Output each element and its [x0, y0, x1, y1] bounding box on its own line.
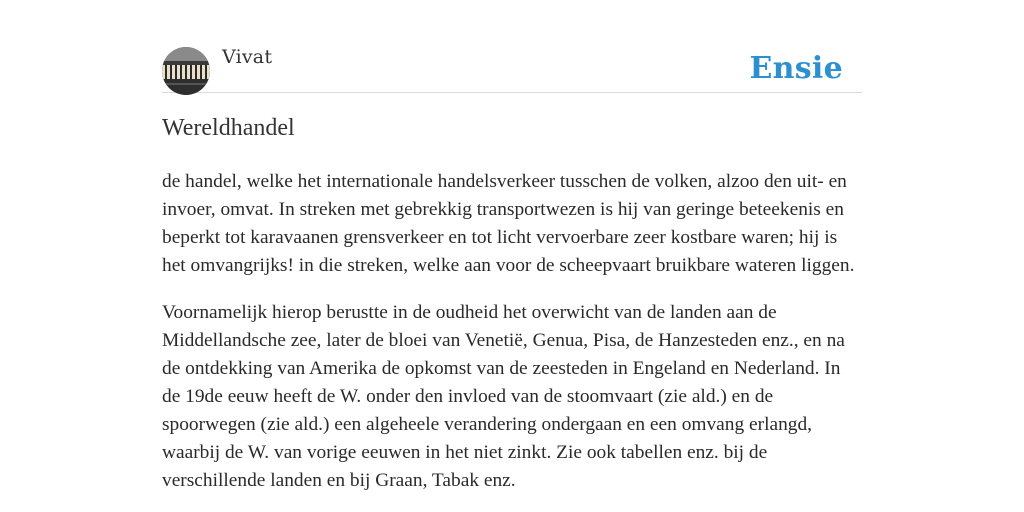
article-paragraph-2: Voornamelijk hierop berustte in de oudheid het overwicht van de landen aan de Middellandsche zee, later de bloei van Venetië, Genua, Pisa, de Hanzesteden enz., en na de ontdekking van Amerika de opkomst van de zeesteden in Engeland en Nederland. In de 19de eeuw heeft de W. onder den invloed van de stoomvaart (zie ald.) en de spoorwegen (zie ald.) een algeheele verandering ondergaan en een omvang erlangd, waarbij de W. van vorige eeuwen in het niet zinkt. Zie ook tabellen enz. bij de verschillende landen en bij Graan, Tabak enz. [162, 302, 845, 491]
avatar-image [162, 47, 210, 95]
header [162, 46, 862, 93]
article-paragraph-1: de handel, welke het internationale handelsverkeer tusschen de volken, alzoo den uit- en invoer, omvat. In streken met gebrekkig transportwezen is hij van geringe beteekenis en beperkt tot karavaanen grensverkeer en tot licht vervoerbare zeer kostbare waren; hij is het omvangrijks! in die streken, welke aan voor de scheepvaart bruikbare wateren liggen. [162, 171, 855, 276]
article-body [162, 168, 862, 512]
brand-logo[interactable]: Ensie [749, 51, 843, 86]
page-title: Wereldhandel [162, 115, 295, 141]
author-name[interactable]: Vivat [222, 46, 273, 68]
avatar[interactable] [162, 47, 210, 95]
